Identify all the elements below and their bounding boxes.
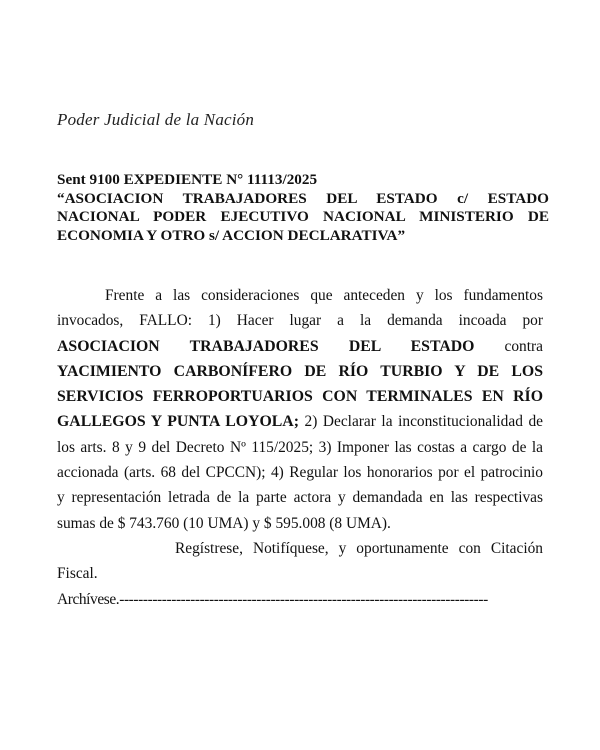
ruling-line-6: [57, 409, 543, 434]
case-number: Sent 9100 EXPEDIENTE N° 11113/2025: [57, 171, 318, 188]
ruling-line-3: [57, 334, 543, 359]
ruling-line-9: y representación letrada de la parte actora y demandada en las respectivas: [57, 489, 543, 507]
case-title-line-2: NACIONAL PODER EJECUTIVO NACIONAL MINISTERIO DE: [57, 208, 549, 225]
ruling-line-1: Frente a las consideraciones que anteceden y los fundamentos: [105, 287, 543, 304]
defendant-line-1: YACIMIENTO CARBONÍFERO DE RÍO TURBIO Y DE LOS: [57, 362, 543, 380]
ruling-line-3-tail: contra: [504, 337, 543, 355]
plaintiff-name: ASOCIACION TRABAJADORES DEL ESTADO: [57, 337, 475, 355]
ruling-line-2: invocados, FALLO: 1) Hacer lugar a la demanda incoada por: [57, 312, 543, 330]
case-title-line-3: ECONOMIA Y OTRO s/ ACCION DECLARATIVA”: [57, 226, 406, 244]
case-caption: [57, 171, 549, 245]
defendant-line-3: GALLEGOS Y PUNTA LOYOLA;: [57, 413, 299, 431]
ruling-line-7: los arts. 8 y 9 del Decreto Nº 115/2025; 3) Imponer las costas a cargo de la: [57, 438, 543, 456]
ruling-line-6-tail: 2) Declarar la inconstitucionalidad de: [304, 413, 543, 431]
ruling-line-13: Archívese.------------------------------------------------------------------------------: [57, 590, 488, 608]
ruling-line-12: Fiscal.: [57, 565, 98, 583]
ruling-line-11: Regístrese, Notifíquese, y oportunamente con Citación: [175, 539, 543, 557]
ruling-text: [57, 283, 543, 612]
court-header: Poder Judicial de la Nación: [57, 110, 255, 129]
ruling-line-8: accionada (arts. 68 del CPCCN); 4) Regular los honorarios por el patrocinio: [57, 464, 543, 482]
defendant-line-2: SERVICIOS FERROPORTUARIOS CON TERMINALES EN RÍO: [57, 388, 543, 406]
ruling-line-10: sumas de $ 743.760 (10 UMA) y $ 595.008 (8 UMA).: [57, 514, 391, 532]
case-title-line-1: “ASOCIACION TRABAJADORES DEL ESTADO c/ ESTADO: [57, 189, 549, 207]
